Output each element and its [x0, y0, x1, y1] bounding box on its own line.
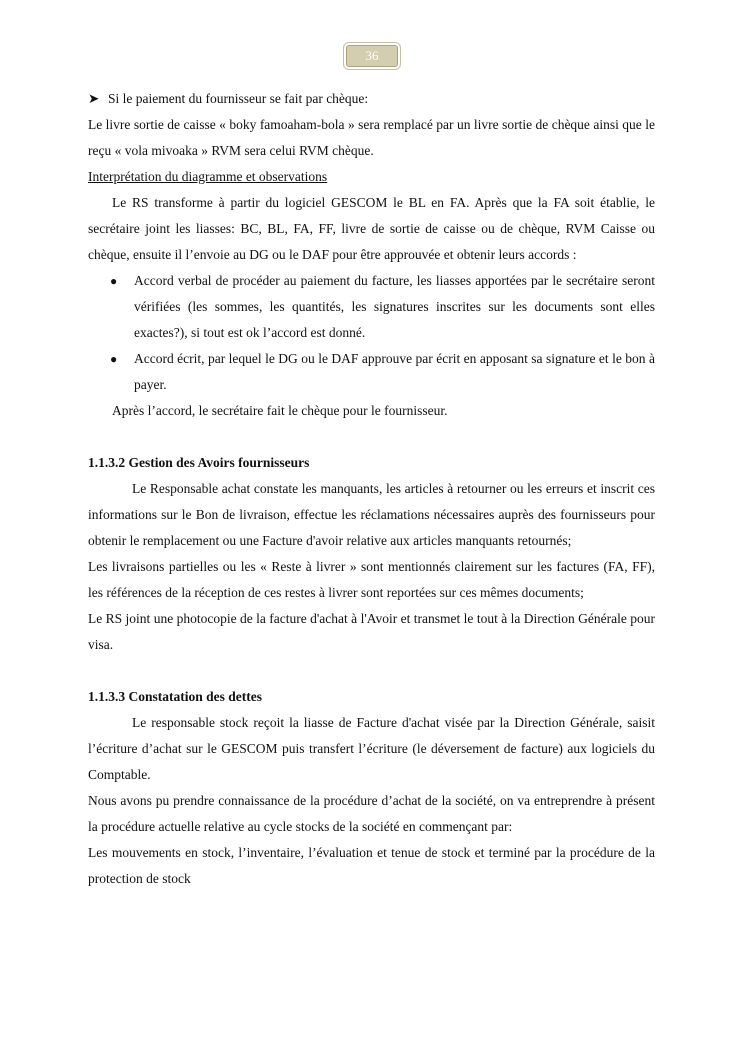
bullet-dot-icon: ●	[110, 352, 118, 366]
paragraph-cheque-replacement: Le livre sortie de caisse « boky famoaham-bola » sera remplacé par un livre sortie de chèque ainsi que le reçu « vola mivoaka » RVM sera celui RVM chèque.	[88, 117, 655, 158]
section-heading-dettes: 1.1.3.3 Constatation des dettes	[88, 689, 262, 704]
arrow-bullet-icon: ➤	[88, 91, 100, 106]
paragraph-dettes-3: Les mouvements en stock, l’inventaire, l’évaluation et tenue de stock et terminé par la procédure de la protection de stock	[88, 845, 655, 886]
bullet-item-written	[88, 346, 655, 398]
arrow-list-item	[88, 86, 655, 112]
bullet-item-text: Accord écrit, par lequel le DG ou le DAF approuve par écrit en apposant sa signature et le bon à payer.	[134, 351, 655, 392]
paragraph-dettes-2: Nous avons pu prendre connaissance de la procédure d’achat de la société, on va entreprendre à présent la procédure actuelle relative au cycle stocks de la société en commençant par:	[88, 793, 655, 834]
paragraph-after-accord: Après l’accord, le secrétaire fait le chèque pour le fournisseur.	[112, 403, 448, 418]
paragraph-rs-transform: Le RS transforme à partir du logiciel GESCOM le BL en FA. Après que la FA soit établie, le secrétaire joint les liasses: BC, BL, FA, FF, livre de sortie de caisse ou de chèque, RVM Caisse ou chèque, ensuite il l’envoie au DG ou le DAF pour être approuvée et obtenir leurs accords :	[88, 195, 655, 262]
paragraph-avoirs-2: Les livraisons partielles ou les « Reste à livrer » sont mentionnés clairement sur les factures (FA, FF), les références de la réception de ces restes à livrer sont reportées sur ces mêmes documents;	[88, 559, 655, 600]
bullet-item-verbal	[88, 268, 655, 346]
paragraph-avoirs-1: Le Responsable achat constate les manquants, les articles à retourner ou les erreurs et inscrit ces informations sur le Bon de livraison, effectue les réclamations nécessaires auprès des fournisseurs pour obtenir le remplacement ou une Facture d'avoir relative aux articles manquants retournés;	[88, 481, 655, 548]
paragraph-avoirs-3: Le RS joint une photocopie de la facture d'achat à l'Avoir et transmet le tout à la Direction Générale pour visa.	[88, 611, 655, 652]
accords-bullet-list	[88, 268, 655, 398]
spacer	[88, 424, 655, 450]
spacer	[88, 658, 655, 684]
bullet-item-text: Accord verbal de procéder au paiement du facture, les liasses apportées par le secrétaire seront vérifiées (les sommes, les quantités, les signatures inscrites sur les documents sont elles exactes?), si tout est ok l’accord est donné.	[134, 273, 655, 340]
page-number: 36	[365, 48, 379, 63]
subheading-interpretation: Interprétation du diagramme et observations	[88, 169, 328, 184]
paragraph-dettes-1: Le responsable stock reçoit la liasse de Facture d'achat visée par la Direction Générale, saisit l’écriture d’achat sur le GESCOM puis transfert l’écriture (le déversement de facture) aux logiciels du Comptable.	[88, 715, 655, 782]
document-body	[88, 86, 655, 892]
bullet-dot-icon: ●	[110, 274, 118, 288]
section-heading-avoirs: 1.1.3.2 Gestion des Avoirs fournisseurs	[88, 455, 310, 470]
page-number-box	[346, 45, 398, 67]
arrow-item-text: Si le paiement du fournisseur se fait par chèque:	[108, 91, 369, 106]
